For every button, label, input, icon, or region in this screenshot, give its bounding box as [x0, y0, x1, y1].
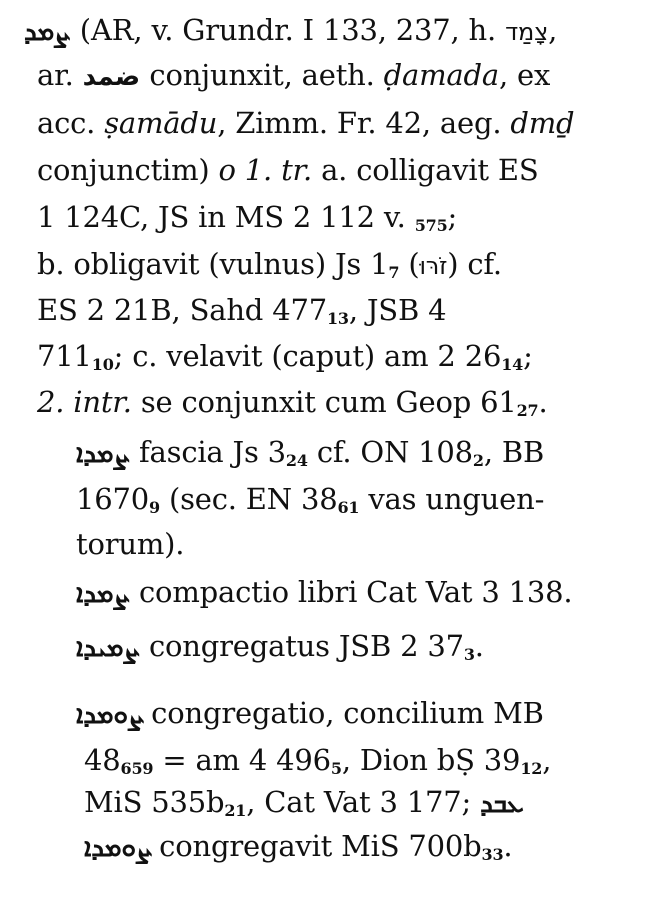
- entry-text: conjunxit, aeth.: [140, 58, 384, 92]
- entry-line-16: [84, 743, 552, 778]
- entry-text: ) cf.: [447, 247, 502, 281]
- hebrew-word: צָמַד: [505, 18, 549, 46]
- syriac-headword: ܨܘܡܕܐ: [76, 700, 142, 730]
- entry-line-7: [37, 293, 447, 328]
- reference-subscript: 13: [326, 309, 349, 328]
- syriac-headword: ضمد: [82, 62, 141, 92]
- entry-text: (: [399, 247, 420, 281]
- entry-text: a. colligavit ES: [312, 153, 539, 187]
- entry-text: ,: [542, 743, 552, 777]
- entry-text: 711: [37, 339, 92, 373]
- entry-text: 2. intr.: [37, 385, 132, 419]
- reference-subscript: 12: [520, 759, 543, 778]
- reference-subscript: 14: [501, 355, 524, 374]
- entry-text: se conjunxit cum Geop 61: [131, 385, 517, 419]
- entry-line-15: [76, 696, 544, 730]
- entry-text: 1 124C, JS in MS 2 112 v.: [37, 200, 415, 234]
- entry-text: congregavit MiS 700b: [149, 829, 482, 863]
- entry-text: 1670: [76, 482, 150, 516]
- reference-subscript: 27: [516, 401, 539, 420]
- entry-line-12: [76, 527, 185, 561]
- entry-text: MiS 535b: [84, 785, 225, 819]
- entry-text: , ex: [498, 58, 551, 92]
- entry-text: , BB: [483, 435, 545, 469]
- entry-text: (sec. EN 38: [159, 482, 338, 516]
- reference-subscript: 659: [120, 759, 154, 778]
- entry-text: fascia Js 3: [129, 435, 286, 469]
- entry-text: compactio libri Cat Vat 3 138.: [129, 575, 573, 609]
- entry-text: .: [538, 385, 548, 419]
- entry-text: = am 4 496: [153, 743, 331, 777]
- entry-text: b. obligavit (vulnus) Js 1: [37, 247, 389, 281]
- entry-line-5: [37, 200, 458, 235]
- entry-line-1: [24, 13, 558, 47]
- entry-text: 48: [84, 743, 121, 777]
- entry-text: ,: [548, 13, 558, 47]
- entry-text: .: [503, 829, 513, 863]
- entry-text: , Zimm. Fr. 42, aeg.: [217, 106, 511, 140]
- entry-text: o 1. tr.: [218, 153, 313, 187]
- entry-text: conjunctim): [37, 153, 219, 187]
- entry-text: torum).: [76, 527, 185, 561]
- entry-line-3: [37, 106, 575, 140]
- syriac-headword: ܨܘܡܕܐ: [84, 833, 150, 863]
- reference-subscript: 9: [149, 498, 160, 517]
- entry-text: vas unguen-: [359, 482, 545, 516]
- entry-text: ;: [523, 339, 533, 373]
- reference-subscript: 2: [472, 451, 484, 470]
- entry-text: (AR, v. Grundr. I 133, 237, h.: [70, 13, 506, 47]
- entry-line-10: [76, 435, 545, 470]
- entry-line-14: [76, 629, 484, 664]
- entry-text: , Dion bṢ 39: [341, 743, 521, 777]
- entry-line-6: [37, 247, 502, 282]
- syriac-headword: ܥܒܕ: [480, 789, 524, 819]
- entry-text: .: [474, 629, 484, 663]
- reference-subscript: 10: [91, 355, 114, 374]
- reference-subscript: 575: [414, 216, 448, 235]
- entry-line-2: [37, 58, 551, 92]
- entry-text: ar.: [37, 58, 83, 92]
- entry-line-13: [76, 575, 573, 609]
- syriac-headword: ܨܡܕܐ: [76, 579, 130, 609]
- syriac-headword: ܨܡܕ: [24, 17, 71, 47]
- entry-line-11: [76, 482, 545, 517]
- reference-subscript: 24: [285, 451, 308, 470]
- reference-subscript: 7: [388, 263, 400, 282]
- reference-subscript: 21: [224, 801, 247, 820]
- entry-text: ṣamādu: [104, 106, 218, 140]
- syriac-headword: ܨܡܕܐ: [76, 439, 130, 469]
- entry-text: , Cat Vat 3 177;: [246, 785, 481, 819]
- reference-subscript: 5: [330, 759, 342, 778]
- entry-line-4: [37, 153, 539, 187]
- reference-subscript: 61: [337, 498, 360, 517]
- reference-subscript: 3: [463, 645, 475, 664]
- entry-text: ES 2 21B, Sahd 477: [37, 293, 327, 327]
- syriac-headword: ܨܡܝܕܐ: [76, 633, 140, 663]
- entry-line-8: [37, 339, 533, 374]
- entry-text: congregatio, concilium MB: [141, 696, 544, 730]
- entry-line-18: [84, 829, 513, 864]
- entry-text: ḍamada: [383, 58, 499, 92]
- entry-text: congregatus JSB 2 37: [139, 629, 464, 663]
- hebrew-word: זֹרּוּ: [419, 252, 448, 280]
- entry-text: , JSB 4: [348, 293, 447, 327]
- entry-text: dmḏ: [510, 106, 575, 140]
- entry-line-9: [37, 385, 548, 420]
- entry-line-17: [84, 785, 524, 820]
- entry-text: ;: [447, 200, 458, 234]
- entry-text: ; c. velavit (caput) am 2 26: [113, 339, 502, 373]
- entry-text: cf. ON 108: [307, 435, 473, 469]
- reference-subscript: 33: [481, 845, 504, 864]
- entry-text: acc.: [37, 106, 105, 140]
